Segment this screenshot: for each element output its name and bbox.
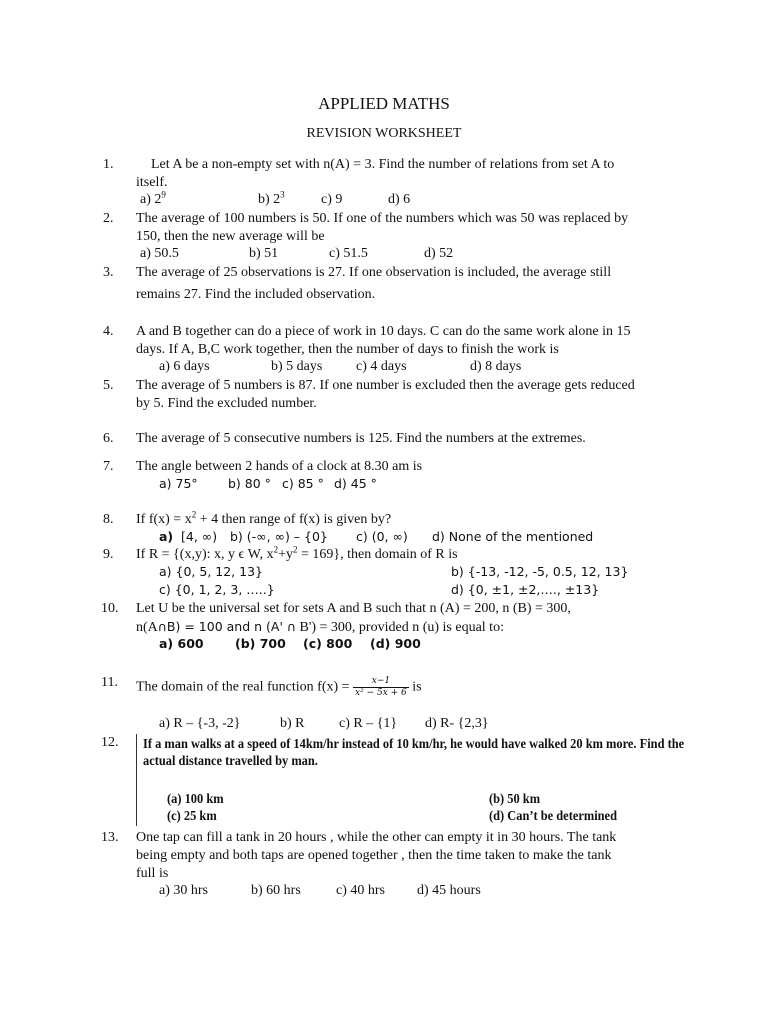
option-d: (d) Can’t be determined xyxy=(489,808,617,823)
question-number: 4. xyxy=(103,324,114,339)
option-b: (b) 700 xyxy=(235,636,286,651)
option-d: d) 45 ° xyxy=(334,476,377,491)
option-a: a) R – {-3, -2} xyxy=(159,716,241,731)
question-text: The average of 5 consecutive numbers is 125. Find the numbers at the extremes. xyxy=(136,431,586,446)
option-a: a) 50.5 xyxy=(140,246,179,261)
page-title: APPLIED MATHS xyxy=(318,94,450,113)
question-text: A and B together can do a piece of work in 10 days. C can do the same work alone in 15 days. If A, B,C work together, then the number of days to finish the work is xyxy=(136,324,631,357)
question-number: 13. xyxy=(101,830,119,845)
question-text: One tap can fill a tank in 20 hours , while the other can empty it in 30 hours. The tank being empty and both taps are opened together , then the time taken to make the tank full is xyxy=(136,830,617,881)
option-c: c) {0, 1, 2, 3, …..} xyxy=(159,582,275,597)
option-c: c) 4 days xyxy=(356,359,407,374)
option-d: d) 45 hours xyxy=(417,883,481,898)
option-a: [4, ∞) xyxy=(181,529,218,544)
option-a: a) 600 xyxy=(159,636,204,651)
question-text: If R = {(x,y): x, y ϵ W, $x^2+y^2 = 169$}, then domain of R is xyxy=(136,544,458,562)
question-text: The domain of the real function f(x) = $\frac{x-1}{\text{x² − 5x + 6}}$ is xyxy=(136,676,422,698)
option-a: a) 30 hrs xyxy=(159,883,208,898)
question-text: If $f(x) = x^2 + 4$ then range of f(x) is given by? xyxy=(136,509,392,527)
option-b: b) 60 hrs xyxy=(251,883,301,898)
option-b: b) $2^3$ xyxy=(258,189,285,207)
question-text-line2: actual distance travelled by man. xyxy=(143,753,318,768)
option-a: a) {0, 5, 12, 13} xyxy=(159,564,263,579)
option-b: b) (-∞, ∞) – {0} xyxy=(230,529,328,544)
option-a: (a) 100 km xyxy=(167,791,224,806)
page-subtitle: REVISION WORKSHEET xyxy=(306,126,462,141)
option-c: c) 85 ° xyxy=(282,476,324,491)
question-text: Let A be a non-empty set with n(A) = 3. Find the number of relations from set A to itself. xyxy=(136,157,615,190)
option-c: c) 9 xyxy=(321,192,343,207)
question-number: 6. xyxy=(103,431,114,446)
question-number: 7. xyxy=(103,459,114,474)
question-number: 12. xyxy=(101,735,119,750)
option-d: d) 6 xyxy=(388,192,411,207)
question-number: 10. xyxy=(101,601,119,616)
option-a: a) 6 days xyxy=(159,359,210,374)
option-b: b) 51 xyxy=(249,246,279,261)
question-text: The angle between 2 hands of a clock at 8.30 am is xyxy=(136,459,423,474)
question-number: 9. xyxy=(103,547,114,562)
option-b: b) 80 ° xyxy=(228,476,271,491)
question-text: The average of 100 numbers is 50. If one of the numbers which was 50 was replaced by 150, then the new average will be xyxy=(136,211,629,244)
option-d: (d) 900 xyxy=(370,636,421,651)
question-number: 2. xyxy=(103,211,114,226)
question-text: Let U be the universal set for sets A and B such that n (A) = 200, n (B) = 300, n(A∩B) = 100 and n (A' ∩ B') = 300, provided n (u) is equal to: xyxy=(136,601,571,635)
question-number: 1. xyxy=(103,157,114,172)
question-number: 3. xyxy=(103,265,114,280)
option-b: b) 5 days xyxy=(271,359,323,374)
option-a: a) 75° xyxy=(159,476,198,491)
option-c: (c) 800 xyxy=(303,636,353,651)
question-number: 8. xyxy=(103,512,114,527)
option-b: b) {-13, -12, -5, 0.5, 12, 13} xyxy=(451,564,629,579)
question-number: 5. xyxy=(103,378,114,393)
fraction: $\frac{x-1}{\text{x² − 5x + 6}}$ xyxy=(355,676,407,698)
option-c: (c) 25 km xyxy=(167,808,217,823)
question-text: The average of 25 observations is 27. If one observation is included, the average still remains 27. Find the included observation. xyxy=(136,265,612,302)
option-d: d) 52 xyxy=(424,246,454,261)
option-d: d) None of the mentioned xyxy=(432,529,594,544)
option-d: d) 8 days xyxy=(470,359,522,374)
question-number: 11. xyxy=(101,675,118,690)
option-a-label: a) xyxy=(159,529,174,544)
option-c: c) R – {1} xyxy=(339,716,398,731)
option-b: (b) 50 km xyxy=(489,791,541,806)
option-d: d) R- {2,3} xyxy=(425,716,489,731)
option-a: a) $2^9$ xyxy=(140,189,166,207)
question-text: The average of 5 numbers is 87. If one number is excluded then the average gets reduced by 5. Find the excluded number. xyxy=(136,378,635,411)
option-c: c) 51.5 xyxy=(329,246,368,261)
option-b: b) R xyxy=(280,716,305,731)
option-c: c) 40 hrs xyxy=(336,883,385,898)
option-c: c) (0, ∞) xyxy=(356,529,408,544)
question-text: If a man walks at a speed of 14km/hr instead of 10 km/hr, he would have walked 20 km more. Find the xyxy=(143,736,685,751)
question-12-image-box xyxy=(136,734,685,826)
option-d: d) {0, ±1, ±2,…., ±13} xyxy=(451,582,600,597)
